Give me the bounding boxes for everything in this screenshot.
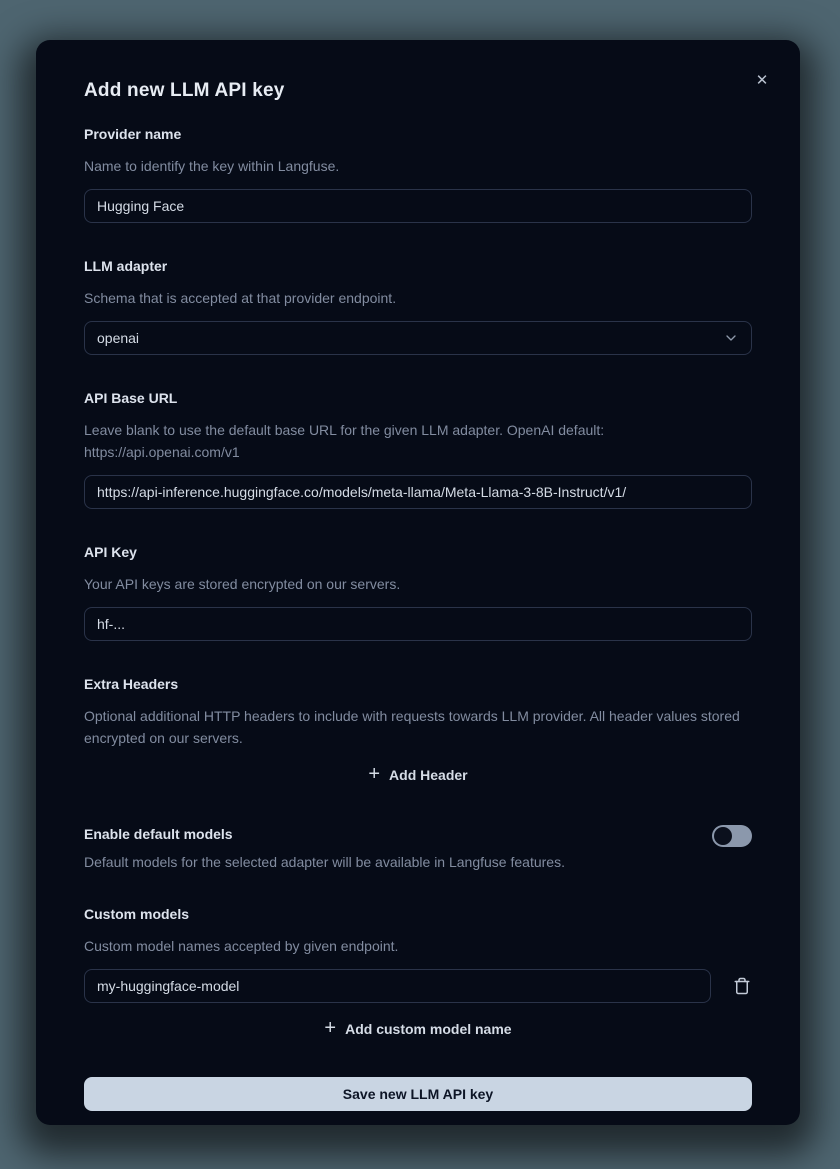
api-key-field — [84, 543, 752, 641]
api-base-url-input[interactable] — [84, 475, 752, 509]
extra-headers-label: Extra Headers — [84, 676, 179, 692]
save-new-llm-api-key-button[interactable] — [84, 1077, 752, 1111]
chevron-down-icon — [723, 330, 739, 346]
extra-headers-field — [84, 675, 752, 793]
enable-default-models-row — [84, 825, 752, 873]
api-base-url-field — [84, 389, 752, 509]
custom-models-description: Custom model names accepted by given endpoint. — [84, 938, 399, 954]
api-key-label: API Key — [84, 544, 137, 560]
plus-icon: + — [368, 763, 381, 785]
add-header-button[interactable] — [354, 757, 481, 793]
provider-name-input[interactable] — [84, 189, 752, 223]
custom-model-name-input[interactable] — [84, 969, 711, 1003]
api-base-url-label: API Base URL — [84, 390, 178, 406]
add-header-button-label: Add Header — [389, 767, 468, 783]
enable-default-models-label: Enable default models — [84, 826, 233, 842]
llm-adapter-select[interactable] — [84, 321, 752, 355]
custom-models-label: Custom models — [84, 906, 190, 922]
save-button-label: Save new LLM API key — [342, 1086, 494, 1102]
add-llm-api-key-dialog — [36, 40, 800, 1125]
extra-headers-description: Optional additional HTTP headers to include with requests towards LLM provider. All header values stored encrypted on our servers. — [84, 708, 740, 746]
close-icon[interactable] — [752, 70, 772, 90]
close-glyph: ✕ — [755, 72, 769, 89]
llm-adapter-selected-value: openai — [97, 330, 140, 346]
enable-default-models-toggle[interactable] — [712, 825, 752, 847]
api-base-url-description: Leave blank to use the default base URL for the given LLM adapter. OpenAI default: https://api.openai.com/v1 — [84, 422, 605, 460]
toggle-knob — [714, 827, 732, 845]
api-key-description: Your API keys are stored encrypted on our servers. — [84, 576, 401, 592]
dialog-title: Add new LLM API key — [84, 80, 285, 101]
enable-default-models-description: Default models for the selected adapter will be available in Langfuse features. — [84, 854, 565, 870]
add-custom-model-button-label: Add custom model name — [345, 1021, 512, 1037]
llm-adapter-label: LLM adapter — [84, 258, 168, 274]
llm-adapter-description: Schema that is accepted at that provider endpoint. — [84, 290, 397, 306]
custom-model-row — [84, 969, 752, 1003]
provider-name-label: Provider name — [84, 126, 182, 142]
plus-icon: + — [324, 1017, 337, 1039]
trash-icon[interactable] — [732, 976, 752, 996]
llm-adapter-field — [84, 257, 752, 355]
add-custom-model-button[interactable] — [310, 1011, 525, 1047]
api-key-input[interactable] — [84, 607, 752, 641]
custom-models-field — [84, 905, 752, 1047]
provider-name-field — [84, 125, 752, 223]
provider-name-description: Name to identify the key within Langfuse. — [84, 158, 340, 174]
